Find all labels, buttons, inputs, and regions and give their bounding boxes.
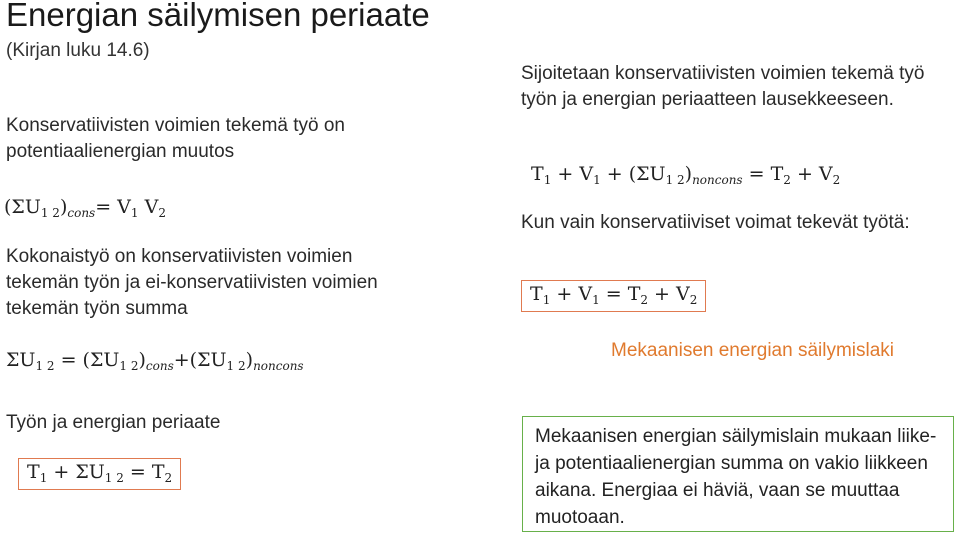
right-paragraph-1: Sijoitetaan konservatiivisten voimien tekemä työ työn ja energian periaatteen lausekkeeseen. — [521, 63, 925, 110]
left-paragraph-2: Kokonaistyö on konservatiivisten voimien tekemän työn ja ei-konservatiivisten voimien tekemän työn summa — [6, 246, 378, 319]
left-paragraph-1: Konservatiivisten voimien tekemä työ on potentiaalienergian muutos — [6, 115, 345, 162]
law-label: Mekaanisen energian säilymislaki — [611, 340, 895, 361]
left-paragraph-3: Työn ja energian periaate — [6, 412, 221, 433]
equation-conservative-work: $(\Sigma U_{1 2})_{cons}= V_1$ $V_2$ — [4, 196, 166, 220]
right-paragraph-2: Kun vain konservatiiviset voimat tekevät työtä: — [521, 212, 910, 233]
equation-substituted: $T_1 + V_1 + (\Sigma U_{1 2})_{noncons} = T_2 + V_2$ — [531, 163, 841, 187]
equation-total-work: $\Sigma U_{1 2} = (\Sigma U_{1 2})_{cons}+(\Sigma U_{1 2})_{noncons}$ — [6, 349, 304, 373]
page-subtitle: (Kirjan luku 14.6) — [6, 40, 150, 61]
equation-work-energy-principle: $T_1 + \Sigma U_{1 2} = T_2$ — [18, 458, 181, 490]
conservation-law-box: Mekaanisen energian säilymislain mukaan liike- ja potentiaalienergian summa on vakio liikkeen aikana. Energiaa ei häviä, vaan se muuttaa muotoaan. — [522, 416, 954, 532]
equation-energy-conservation: $T_1 + V_1 = T_2 + V_2$ — [521, 280, 706, 312]
page-title: Energian säilymisen periaate — [6, 0, 430, 33]
